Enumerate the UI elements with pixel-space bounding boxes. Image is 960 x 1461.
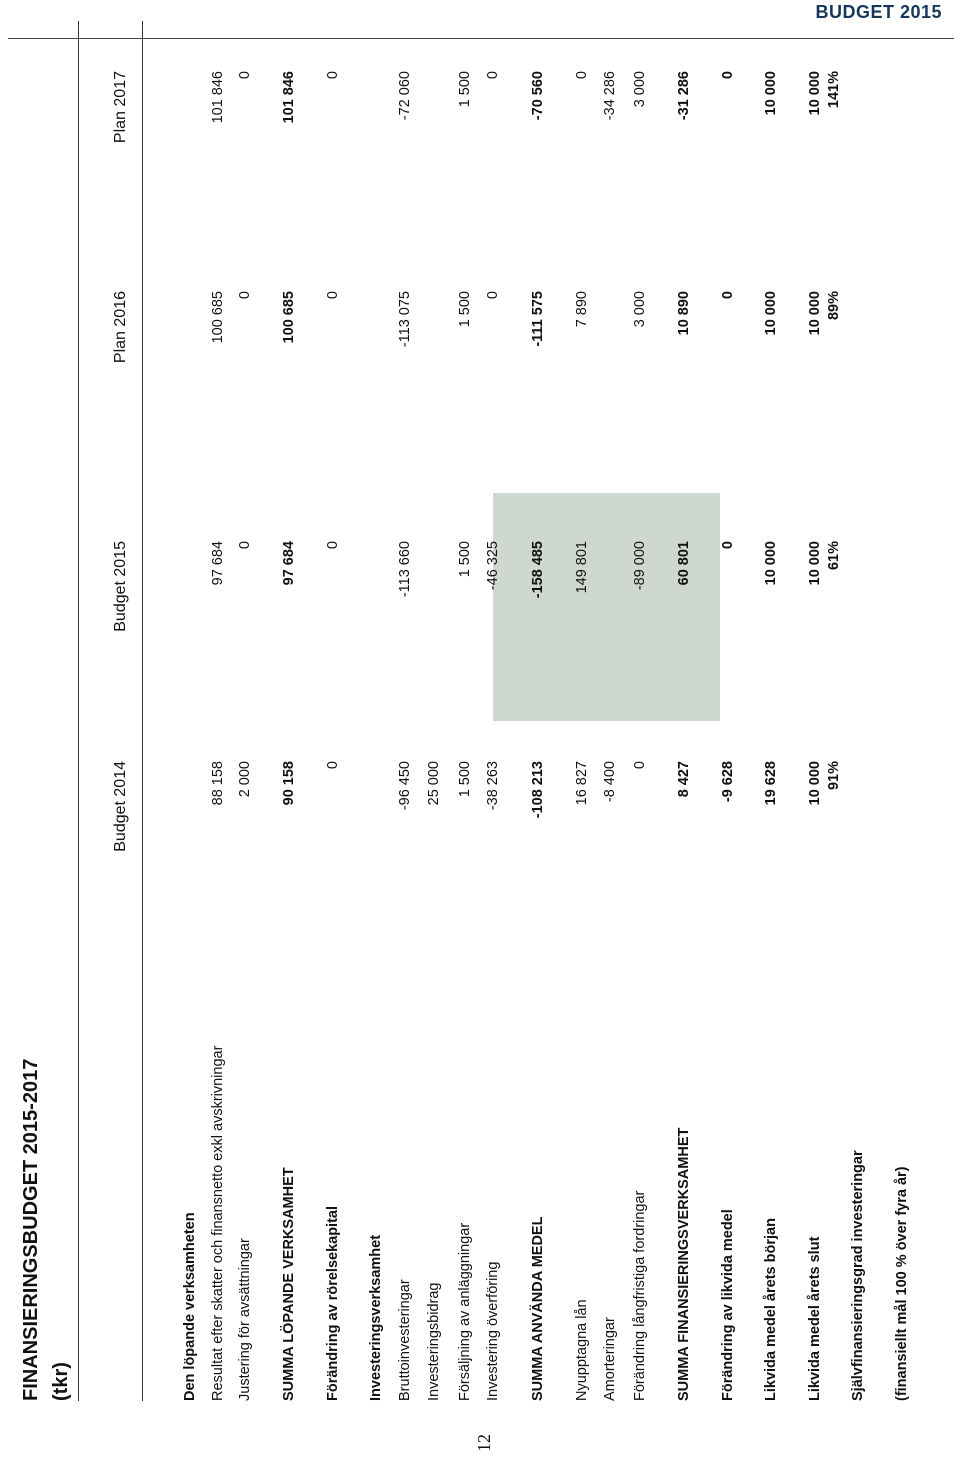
cell-value: 0 <box>632 761 648 770</box>
cell-value: 101 846 <box>281 71 297 124</box>
cell-value: 10 000 <box>763 541 779 586</box>
cell-value: 0 <box>325 541 341 550</box>
cell-value: -34 286 <box>602 71 618 121</box>
cell-value: 0 <box>720 71 736 80</box>
cell-value: 0 <box>237 541 253 550</box>
page-header: BUDGET 2015 <box>815 2 942 22</box>
cell-value: 0 <box>325 291 341 300</box>
cell-value: 3 000 <box>632 291 648 328</box>
cell-value: 149 801 <box>574 541 590 594</box>
cell-value: -96 450 <box>397 761 413 811</box>
row-label: SUMMA FINANSIERINGSVERKSAMHET <box>676 1127 692 1401</box>
cell-value: -70 560 <box>530 71 546 121</box>
row-label: (finansiellt mål 100 % över fyra år) <box>894 1166 910 1401</box>
row-label: SUMMA LÖPANDE VERKSAMHET <box>281 1167 297 1401</box>
cell-value: -108 213 <box>530 761 546 819</box>
cell-value: 1 500 <box>457 541 473 578</box>
cell-value: 10 000 <box>763 291 779 336</box>
cell-value: 10 000 <box>807 541 823 586</box>
row-label: Investeringsverksamhet <box>368 1234 384 1401</box>
cell-value: 60 801 <box>676 541 692 586</box>
cell-value: 97 684 <box>281 541 297 586</box>
row-label: Försäljning av anläggningar <box>457 1222 473 1401</box>
cell-value: 16 827 <box>574 761 590 806</box>
cell-value: 97 684 <box>210 541 226 586</box>
row-label: SUMMA ANVÄNDA MEDEL <box>530 1216 546 1401</box>
cell-value: 0 <box>720 541 736 550</box>
row-label: Bruttoinvesteringar <box>397 1279 413 1401</box>
cell-value: -8 400 <box>602 761 618 803</box>
row-label: Likvida medel årets början <box>763 1218 779 1401</box>
cell-value: 0 <box>237 291 253 300</box>
cell-value: 10 000 <box>807 291 823 336</box>
cell-value: 19 628 <box>763 761 779 806</box>
row-label: Nyupptagna lån <box>574 1299 590 1401</box>
cell-value: 10 000 <box>763 71 779 116</box>
cell-value: -72 060 <box>397 71 413 121</box>
page-number: 12 <box>474 1434 494 1452</box>
cell-value: 90 158 <box>281 761 297 806</box>
cell-value: 101 846 <box>210 71 226 124</box>
cell-value: 25 000 <box>426 761 442 806</box>
cell-value: 8 427 <box>676 761 692 798</box>
row-label: Självfinansieringsgrad investeringar <box>850 1150 866 1401</box>
cell-value: 88 158 <box>210 761 226 806</box>
cell-value: 10 000 <box>807 71 823 116</box>
cell-value: 1 500 <box>457 761 473 798</box>
cell-value: 0 <box>720 291 736 300</box>
cell-value: -31 286 <box>676 71 692 121</box>
cell-value: 89% <box>826 291 842 321</box>
row-label: Likvida medel årets slut <box>807 1236 823 1401</box>
cell-value: 0 <box>325 71 341 80</box>
cell-value: -111 575 <box>530 291 546 347</box>
cell-value: 0 <box>325 761 341 770</box>
row-label: Justering för avsättningar <box>237 1238 253 1401</box>
column-header: Plan 2016 <box>112 291 129 364</box>
document-title: FINANSIERINGSBUDGET 2015-2017 (tkr) <box>20 1058 72 1401</box>
column-header: Plan 2017 <box>112 71 129 144</box>
row-label: Amorteringar <box>602 1317 618 1401</box>
column-header: Budget 2014 <box>112 761 129 852</box>
cell-value: 0 <box>237 71 253 80</box>
row-label: Förändring av likvida medel <box>720 1209 736 1401</box>
cell-value: 0 <box>485 71 501 80</box>
cell-value: -113 660 <box>397 541 413 598</box>
row-label: Investeringsbidrag <box>426 1282 442 1401</box>
cell-value: 100 685 <box>281 291 297 344</box>
cell-value: -113 075 <box>397 291 413 348</box>
cell-value: 1 500 <box>457 71 473 108</box>
cell-value: 91% <box>826 761 842 791</box>
row-label: Den löpande verksamheten <box>182 1212 198 1401</box>
cell-value: -46 325 <box>485 541 501 591</box>
cell-value: -38 263 <box>485 761 501 811</box>
cell-value: 3 000 <box>632 71 648 108</box>
cell-value: 7 890 <box>574 291 590 328</box>
cell-value: -158 485 <box>530 541 546 599</box>
row-label: Investering överföring <box>485 1261 501 1401</box>
cell-value: 100 685 <box>210 291 226 344</box>
cell-value: 0 <box>485 291 501 300</box>
row-label: Resultat efter skatter och finansnetto exkl avskrivningar <box>210 1045 226 1401</box>
cell-value: 61% <box>826 541 842 571</box>
cell-value: 10 000 <box>807 761 823 806</box>
cell-value: -9 628 <box>720 761 736 803</box>
cell-value: 2 000 <box>237 761 253 798</box>
cell-value: 10 890 <box>676 291 692 336</box>
row-label: Förändring långfristiga fordringar <box>632 1190 648 1401</box>
header-rule-table <box>142 21 143 1401</box>
cell-value: 1 500 <box>457 291 473 328</box>
cell-value: 0 <box>574 71 590 80</box>
column-header: Budget 2015 <box>112 541 129 632</box>
cell-value: 141% <box>826 71 842 109</box>
row-label: Förändring av rörelsekapital <box>325 1205 341 1401</box>
cell-value: -89 000 <box>632 541 648 591</box>
title-rule <box>78 21 79 1401</box>
